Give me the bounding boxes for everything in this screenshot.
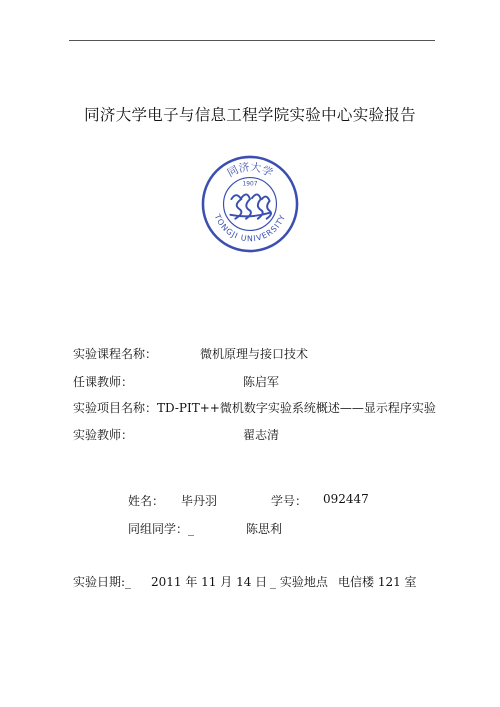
course-label: 实验课程名称： <box>73 347 158 361</box>
course-value: 微机原理与接口技术 <box>200 347 309 361</box>
name-label: 姓名： <box>128 494 165 508</box>
svg-text:同济大学 <box>225 160 275 179</box>
report-title: 同济大学电子与信息工程学院实验中心实验报告 <box>84 106 416 124</box>
project-value: TD-PIT++微机数字实验系统概述——显示程序实验 <box>157 401 436 415</box>
emblem-bottom-text: TONGJI UNIVERSITY <box>212 212 288 244</box>
project-line <box>73 399 436 416</box>
location-value: 电信楼 121 室 <box>338 575 417 589</box>
location-label: _ 实验地点 <box>270 575 328 589</box>
header-rule <box>69 40 435 41</box>
date-value: 2011 年 11 月 14 日 <box>151 575 268 589</box>
emblem-calligraphy <box>230 194 271 218</box>
emblem-year: 1907 <box>242 181 258 188</box>
partner-label: 同组同学：_ <box>128 522 195 536</box>
lab-teacher-value: 翟志清 <box>243 428 280 442</box>
university-emblem-icon <box>201 155 299 253</box>
teacher-value: 陈启军 <box>243 375 280 389</box>
student-id-value: 092447 <box>323 492 369 506</box>
date-label: 实验日期:_ <box>73 575 132 589</box>
lab-teacher-label: 实验教师： <box>73 428 134 442</box>
teacher-label: 任课教师： <box>73 375 134 389</box>
partner-value: 陈思利 <box>246 522 283 536</box>
student-id-label: 学号： <box>271 494 308 508</box>
name-value: 毕丹羽 <box>181 494 218 508</box>
emblem-top-text: 同济大学 <box>225 160 275 180</box>
project-label: 实验项目名称： <box>73 401 158 415</box>
